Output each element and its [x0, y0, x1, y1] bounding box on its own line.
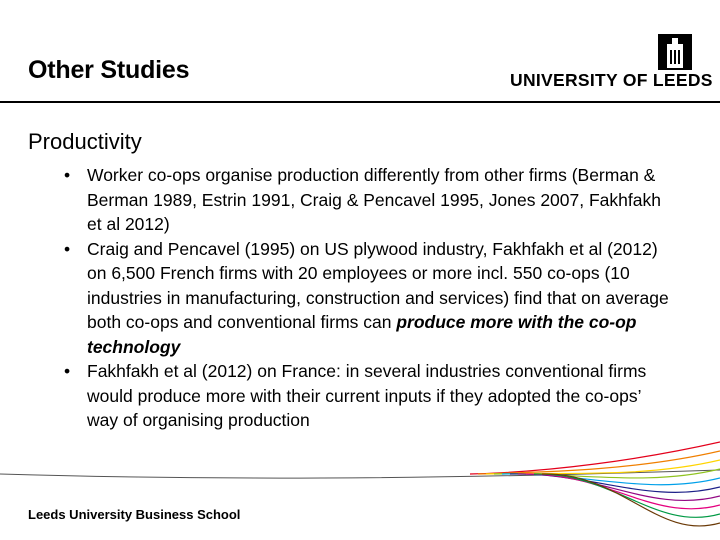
bullet-list — [64, 163, 674, 433]
header-divider — [0, 101, 720, 103]
bullet-item — [64, 359, 674, 433]
bullet-text: Craig and Pencavel (1995) on US plywood industry, Fakhfakh et al (2012) on 6,500 French firms with 20 employees or more incl. 550 co-ops (10 industries in manufacturing, construction and services) find that on average both co-ops and conventional firms can — [87, 238, 669, 332]
university-logo — [510, 32, 713, 92]
bullet-icon: • — [64, 361, 71, 381]
bullet-text: Worker co-ops organise production differently from other firms (Berman & Berman 1989, Estrin 1991, Craig & Pencavel 1995, Jones 2007, Fakhfakh et al 2012) — [87, 165, 661, 234]
slide-title: Other Studies — [28, 56, 190, 84]
bullet-icon: • — [64, 238, 71, 259]
footer-text: Leeds University Business School — [28, 507, 241, 522]
logo-text: UNIVERSITY OF LEEDS — [510, 70, 713, 90]
bullet-item — [64, 237, 674, 360]
bullet-icon: • — [64, 165, 71, 185]
decorative-lines — [0, 440, 720, 540]
deco-line — [0, 470, 720, 478]
bullet-item — [64, 163, 674, 237]
bullet-emphasis: produce more with the co-op technology — [87, 312, 637, 357]
section-heading: Productivity — [28, 129, 142, 154]
bullet-text: Fakhfakh et al (2012) on France: in several industries conventional firms would produce more with their current inputs if they adopted the co-ops’ way of organising production — [87, 361, 647, 430]
deco-line — [478, 451, 720, 474]
crest-icon — [658, 34, 692, 70]
